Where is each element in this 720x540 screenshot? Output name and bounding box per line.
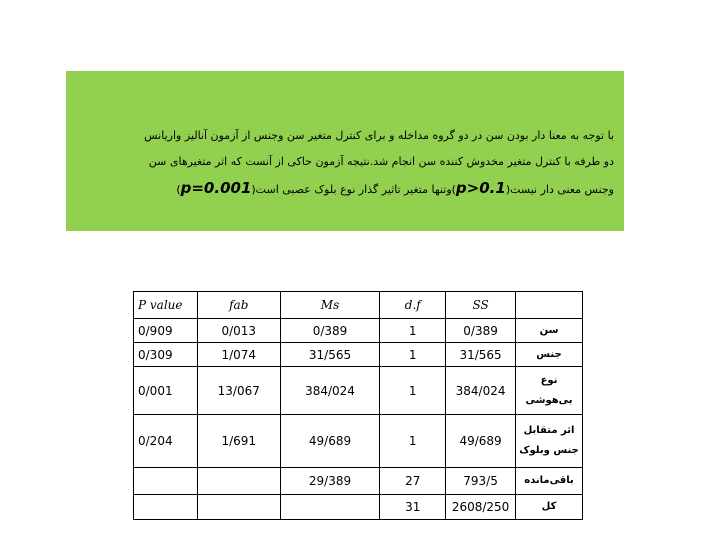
note-line-3-c: ) xyxy=(176,183,181,196)
cell-ss: 49/689 xyxy=(446,415,516,468)
cell-p: 0/309 xyxy=(134,343,198,367)
cell-fab xyxy=(197,468,280,495)
cell-ms: 31/565 xyxy=(280,343,380,367)
cell-ss: 2608/250 xyxy=(446,495,516,520)
cell-label: باقی‌مانده xyxy=(516,468,583,495)
note-line-2: دو طرفه با کنترل متغیر مخدوش کننده سن انجام شد.نتیجه آزمون حاکی از آنست که اثر متغیرهای سن xyxy=(148,155,614,168)
cell-p xyxy=(134,468,198,495)
table-row xyxy=(134,343,583,367)
table-row xyxy=(134,415,583,468)
cell-ms: 29/389 xyxy=(280,468,380,495)
cell-label: جنس xyxy=(516,343,583,367)
note-line-3-a: وجنس معنی دار نیست( xyxy=(505,183,614,196)
cell-ss: 793/5 xyxy=(446,468,516,495)
cell-df: 1 xyxy=(380,319,446,343)
header-ms: Ms xyxy=(280,292,380,319)
header-p-value: P value xyxy=(134,292,198,319)
cell-ss: 31/565 xyxy=(446,343,516,367)
cell-label: نوع بی‌هوشی xyxy=(516,367,583,415)
header-empty xyxy=(516,292,583,319)
cell-ms: 0/389 xyxy=(280,319,380,343)
header-fab: fab xyxy=(197,292,280,319)
table-header-row xyxy=(134,292,583,319)
header-df: d.f xyxy=(380,292,446,319)
cell-fab xyxy=(197,495,280,520)
cell-fab: 0/013 xyxy=(197,319,280,343)
cell-ms: 49/689 xyxy=(280,415,380,468)
note-line-3 xyxy=(76,175,614,203)
cell-df: 31 xyxy=(380,495,446,520)
cell-df: 1 xyxy=(380,367,446,415)
table-row xyxy=(134,468,583,495)
cell-df: 1 xyxy=(380,415,446,468)
cell-ms xyxy=(280,495,380,520)
results-note xyxy=(66,71,624,231)
table-row xyxy=(134,495,583,520)
cell-fab: 1/691 xyxy=(197,415,280,468)
cell-p xyxy=(134,495,198,520)
cell-ss: 384/024 xyxy=(446,367,516,415)
cell-ms: 384/024 xyxy=(280,367,380,415)
cell-label: اثر متقابل جنس وبلوک xyxy=(516,415,583,468)
cell-p: 0/204 xyxy=(134,415,198,468)
note-line-1: با توجه به معنا دار بودن سن در دو گروه مداخله و برای کنترل متغیر سن وجنس از آزمون آنالیز واریانس xyxy=(144,129,614,142)
cell-ss: 0/389 xyxy=(446,319,516,343)
cell-df: 1 xyxy=(380,343,446,367)
cell-label: سن xyxy=(516,319,583,343)
cell-fab: 13/067 xyxy=(197,367,280,415)
cell-label: کل xyxy=(516,495,583,520)
cell-p: 0/909 xyxy=(134,319,198,343)
note-line-3-b: )وتنها متغیر تاثیر گذار نوع بلوک عصبی است( xyxy=(251,183,456,196)
table-row xyxy=(134,319,583,343)
cell-fab: 1/074 xyxy=(197,343,280,367)
stat-p-eq: p=0.001 xyxy=(180,179,252,197)
header-ss: SS xyxy=(446,292,516,319)
cell-p: 0/001 xyxy=(134,367,198,415)
table-row xyxy=(134,367,583,415)
stat-p-gt: p>0.1 xyxy=(455,179,506,197)
anova-table xyxy=(133,291,583,520)
cell-df: 27 xyxy=(380,468,446,495)
